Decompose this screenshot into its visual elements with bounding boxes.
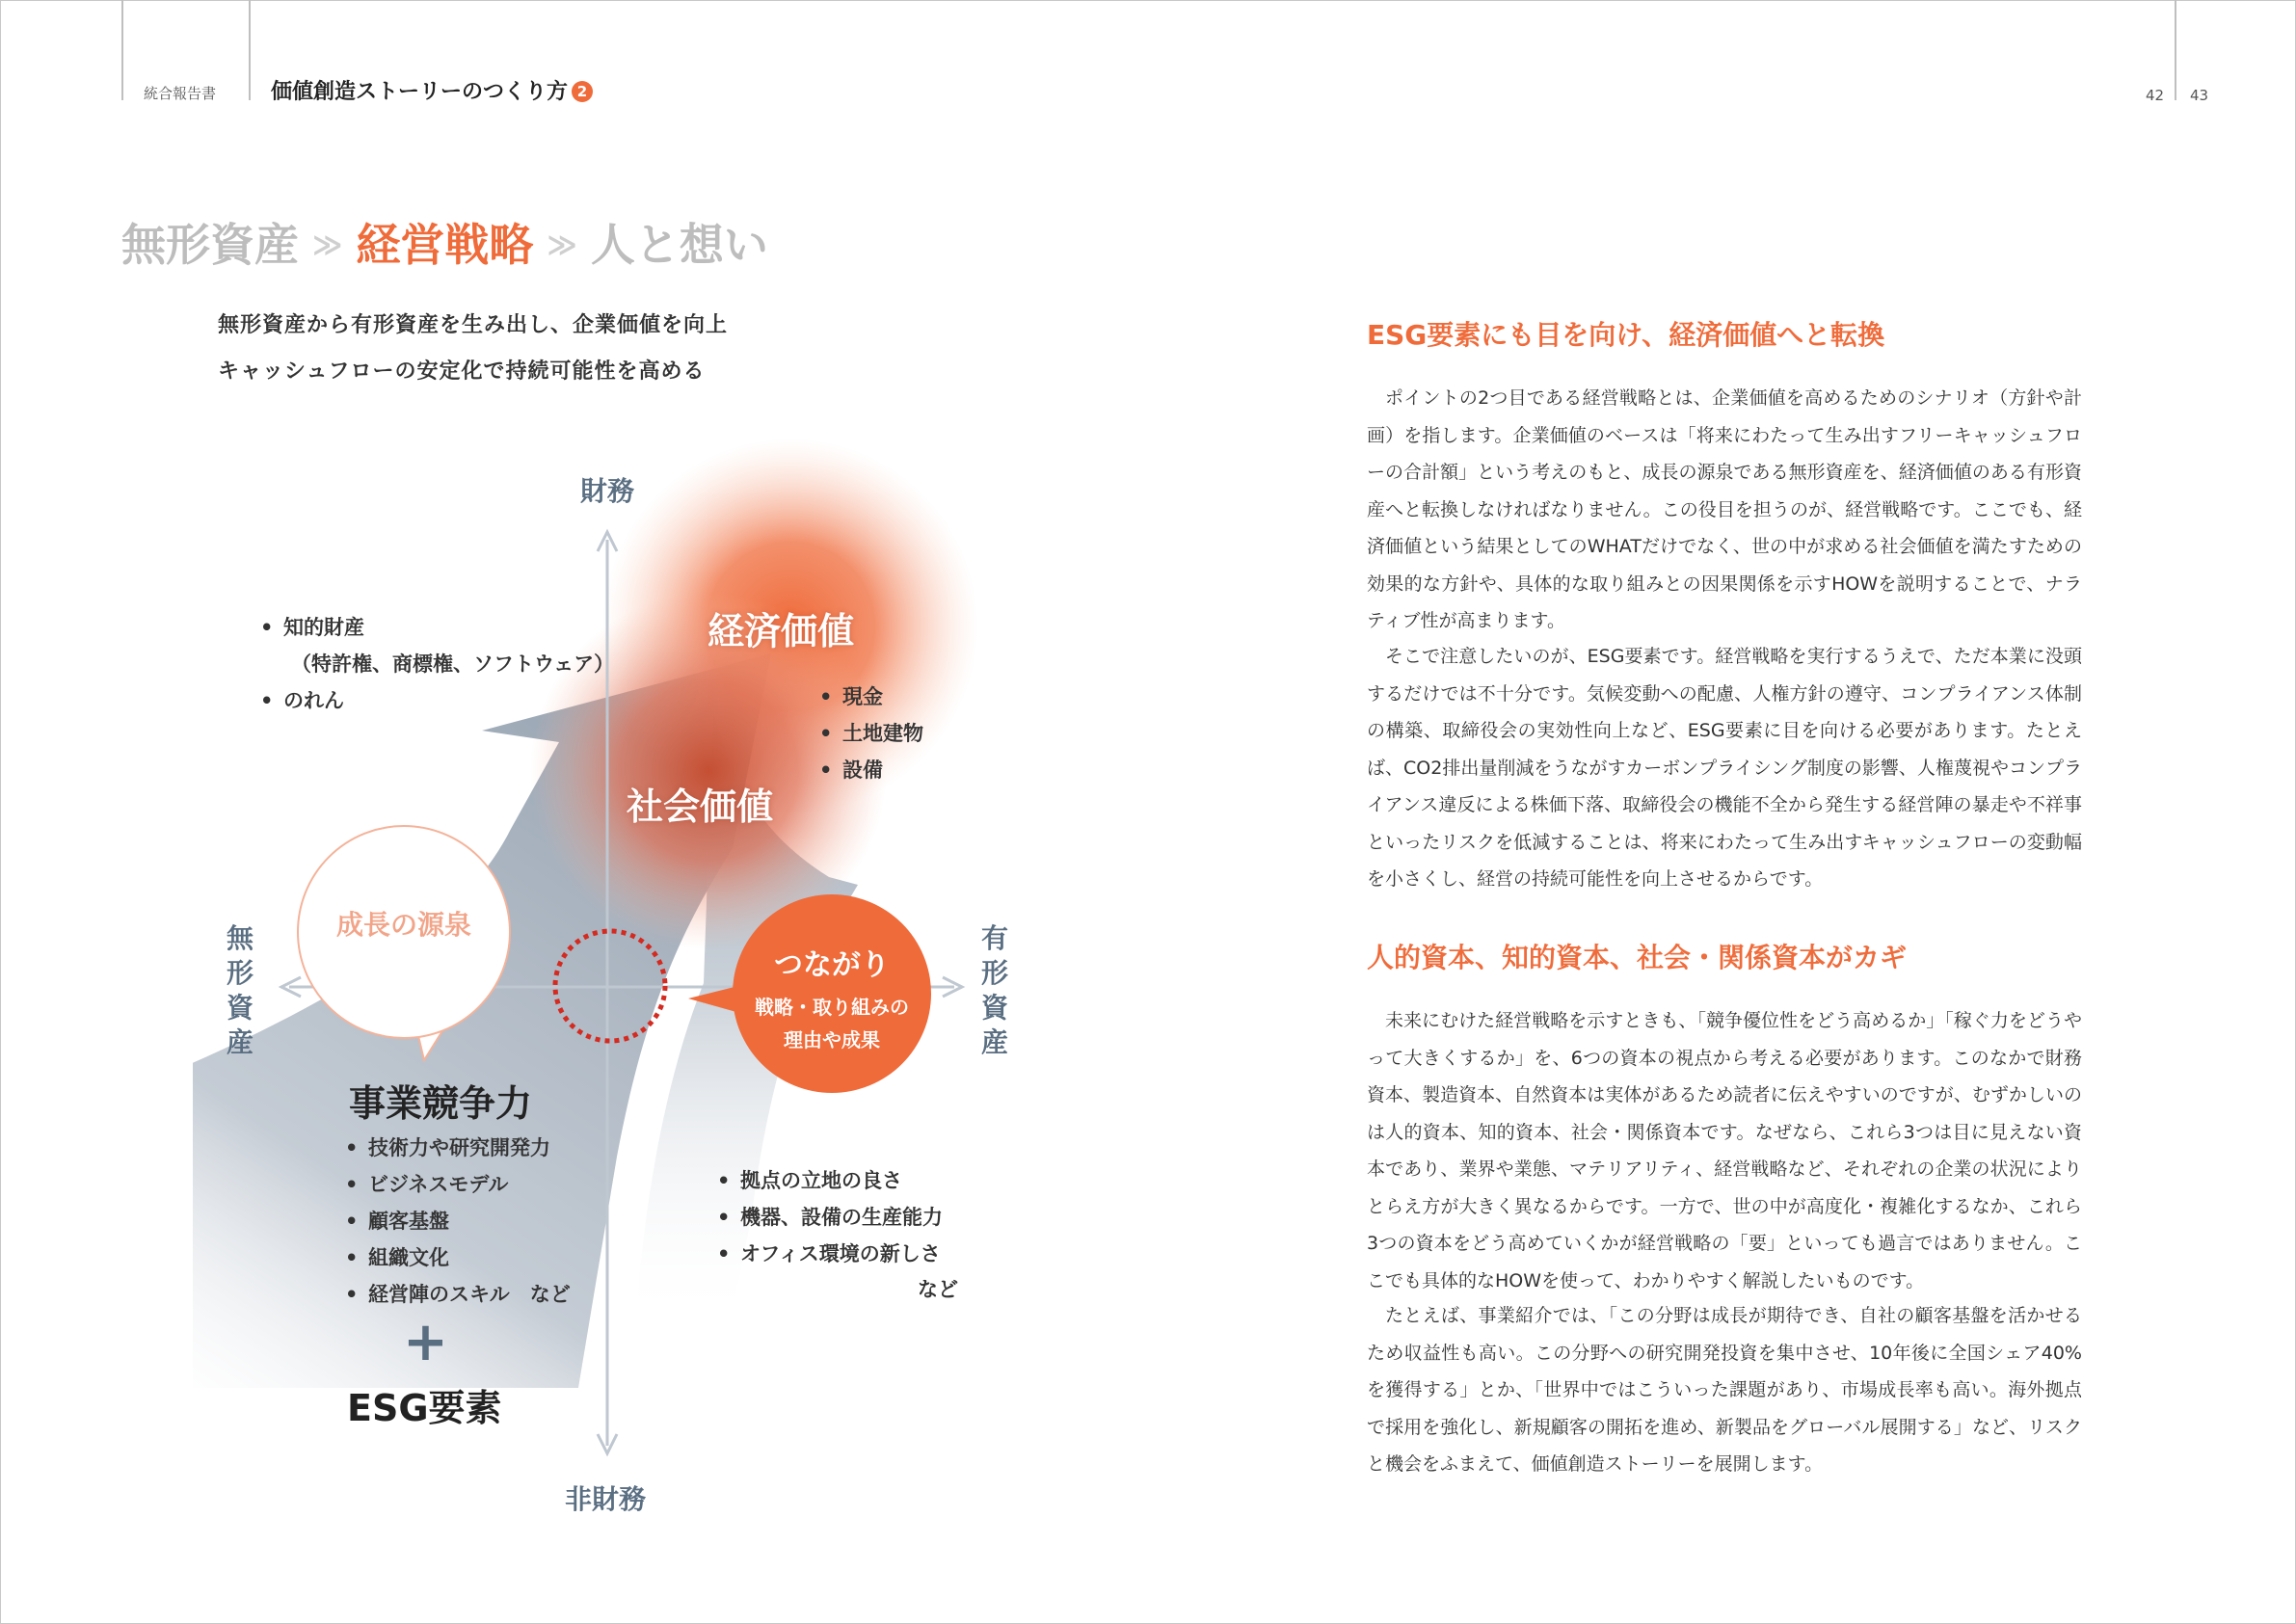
paragraph-esg-1: ポイントの2つ目である経営戦略とは、企業価値を高めるためのシナリオ（方針や計画）を指します。企業価値のベースは「将来にわたって生み出すフリーキャッシュフローの合計額」という考えのもと、成長の源泉である無形資産を、経済価値のある有形資産へと転換しなければなりません。この役目を担うのが、経営戦略です。ここでも、経済価値という結果としてのWHATだけでなく、世の中が求める社会価値を満たすための効果的な方針や、具体的な取り組みとの因果関係を示すHOWを説明することで、ナラティブ性が高まります。: [1367, 387, 2082, 631]
list-item: • 組織文化: [343, 1239, 571, 1276]
paragraph-esg-2: そこで注意したいのが、ESG要素です。経営戦略を実行するうえで、ただ本業に没頭するだけでは不十分です。気候変動への配慮、人権方針の遵守、コンプライアンス体制の構築、取締役会の実効性向上など、ESG要素に目を向ける必要があります。たとえば、CO2排出量削減をうながすカーボンプライシング制度の影響、人権蔑視やコンプライアンス違反による株価下落、取締役会の機能不全から発生する経営陣の暴走や不祥事といったリスクを低減することは、将来にわたって生み出すキャッシュフローの変動幅を小さくし、経営の持続可能性を向上させるからです。: [1367, 646, 2082, 890]
header-divider-left: [121, 0, 123, 100]
axis-char: 資: [226, 992, 254, 1024]
connection-subtitle: [733, 991, 931, 1056]
section-heading-esg: ESG要素にも目を向け、経済価値へと転換: [1367, 319, 1885, 351]
breadcrumb-step-intangible: 無形資産: [121, 219, 299, 271]
page-number-right: 43: [2190, 87, 2209, 104]
plus-icon: +: [403, 1311, 448, 1373]
axis-char: 無: [226, 922, 254, 954]
axis-label-tangible: [979, 921, 1010, 1060]
header-divider-mid: [249, 0, 251, 100]
social-value-label: 社会価値: [627, 785, 774, 828]
connection-title: つながり: [774, 948, 890, 982]
list-item: • 現金: [817, 679, 923, 715]
list-item: • 機器、設備の生産能力: [715, 1199, 943, 1236]
facility-list: [715, 1162, 943, 1272]
list-item: • 土地建物: [817, 715, 923, 752]
axis-char: 資: [980, 992, 1008, 1024]
list-item: （特許権、商標権、ソフトウェア）: [291, 652, 615, 676]
competitiveness-title: 事業競争力: [349, 1082, 533, 1125]
axis-char: 産: [226, 1026, 254, 1058]
list-item: • のれん: [258, 682, 614, 719]
breadcrumb-step-strategy: 経営戦略: [356, 219, 534, 271]
axis-char: 有: [980, 922, 1008, 954]
lead-line-1: 無形資産から有形資産を生み出し、企業価値を向上: [218, 313, 729, 337]
paragraph-capital-1: 未来にむけた経営戦略を示すときも、「競争優位性をどう高めるか」「稼ぐ力をどうやって大きくするか」を、6つの資本の視点から考える必要があります。このなかで財務資本、製造資本、自然資本は実体があるため読者に伝えやすいのですが、むずかしいのは人的資本、知的資本、社会・関係資本です。なぜなら、これら3つは目に見えない資本であり、業界や業態、マテリアリティ、経営戦略など、それぞれの企業の状況によりとらえ方が大きく異なるからです。一方で、世の中が高度化・複雑化するなか、これら3つの資本をどう高めていくかが経営戦略の「要」といっても過言ではありません。ここでも具体的なHOWを使って、わかりやすく解説したいものです。: [1367, 1010, 2082, 1291]
breadcrumb-step-people: 人と想い: [590, 219, 768, 271]
tangible-asset-list: [817, 679, 923, 788]
axis-char: 形: [980, 957, 1008, 989]
list-item: • 顧客基盤: [343, 1203, 571, 1239]
section-heading-capital: 人的資本、知的資本、社会・関係資本がカギ: [1367, 942, 1908, 973]
intangible-asset-list: [258, 609, 614, 719]
esg-factors-title: ESG要素: [347, 1387, 502, 1429]
competitiveness-list: [343, 1130, 571, 1313]
axis-label-intangible: [225, 921, 255, 1060]
growth-source-label: 成長の源泉: [335, 909, 471, 941]
list-item: • 拠点の立地の良さ: [715, 1162, 943, 1199]
list-item: • 技術力や研究開発力: [343, 1130, 571, 1166]
list-item: • オフィス環境の新しさ: [715, 1236, 943, 1272]
header-divider-right: [2175, 0, 2176, 100]
list-item: • 設備: [817, 752, 923, 788]
list-item: • 経営陣のスキル など: [343, 1276, 571, 1313]
list-item: • ビジネスモデル: [343, 1166, 571, 1203]
facility-list-suffix: など: [918, 1278, 958, 1301]
breadcrumb-separator-icon: ≫: [312, 228, 343, 262]
axis-label-financial: 財務: [580, 475, 635, 507]
section-number-badge: 2: [572, 81, 593, 102]
breadcrumb-separator-icon: ≫: [547, 228, 577, 262]
economic-value-label: 経済価値: [707, 610, 855, 652]
report-label: 統合報告書: [144, 85, 217, 102]
lead-line-2: キャッシュフローの安定化で持続可能性を高める: [218, 359, 706, 384]
axis-char: 産: [980, 1026, 1008, 1058]
connection-subtitle-line-2: 理由や成果: [784, 1028, 880, 1052]
axis-label-nonfinancial: 非財務: [565, 1483, 647, 1515]
section-title: [271, 75, 593, 105]
breadcrumb: [121, 210, 768, 274]
page-number-left: 42: [2146, 87, 2165, 104]
connection-subtitle-line-1: 戦略・取り組みの: [755, 996, 909, 1019]
list-item: • 知的財産: [258, 609, 614, 646]
section-title-text: 価値創造ストーリーのつくり方: [271, 80, 569, 104]
paragraph-capital-2: たとえば、事業紹介では、「この分野は成長が期待でき、自社の顧客基盤を活かせるため収益性も高い。この分野への研究開発投資を集中させ、10年後に全国シェア40%を獲得する」とか、「世界中ではこういった課題があり、市場成長率も高い。海外拠点で採用を強化し、新規顧客の開拓を進め、新製品をグローバル展開する」など、リスクと機会をふまえて、価値創造ストーリーを展開します。: [1367, 1305, 2082, 1475]
axis-char: 形: [226, 957, 254, 989]
